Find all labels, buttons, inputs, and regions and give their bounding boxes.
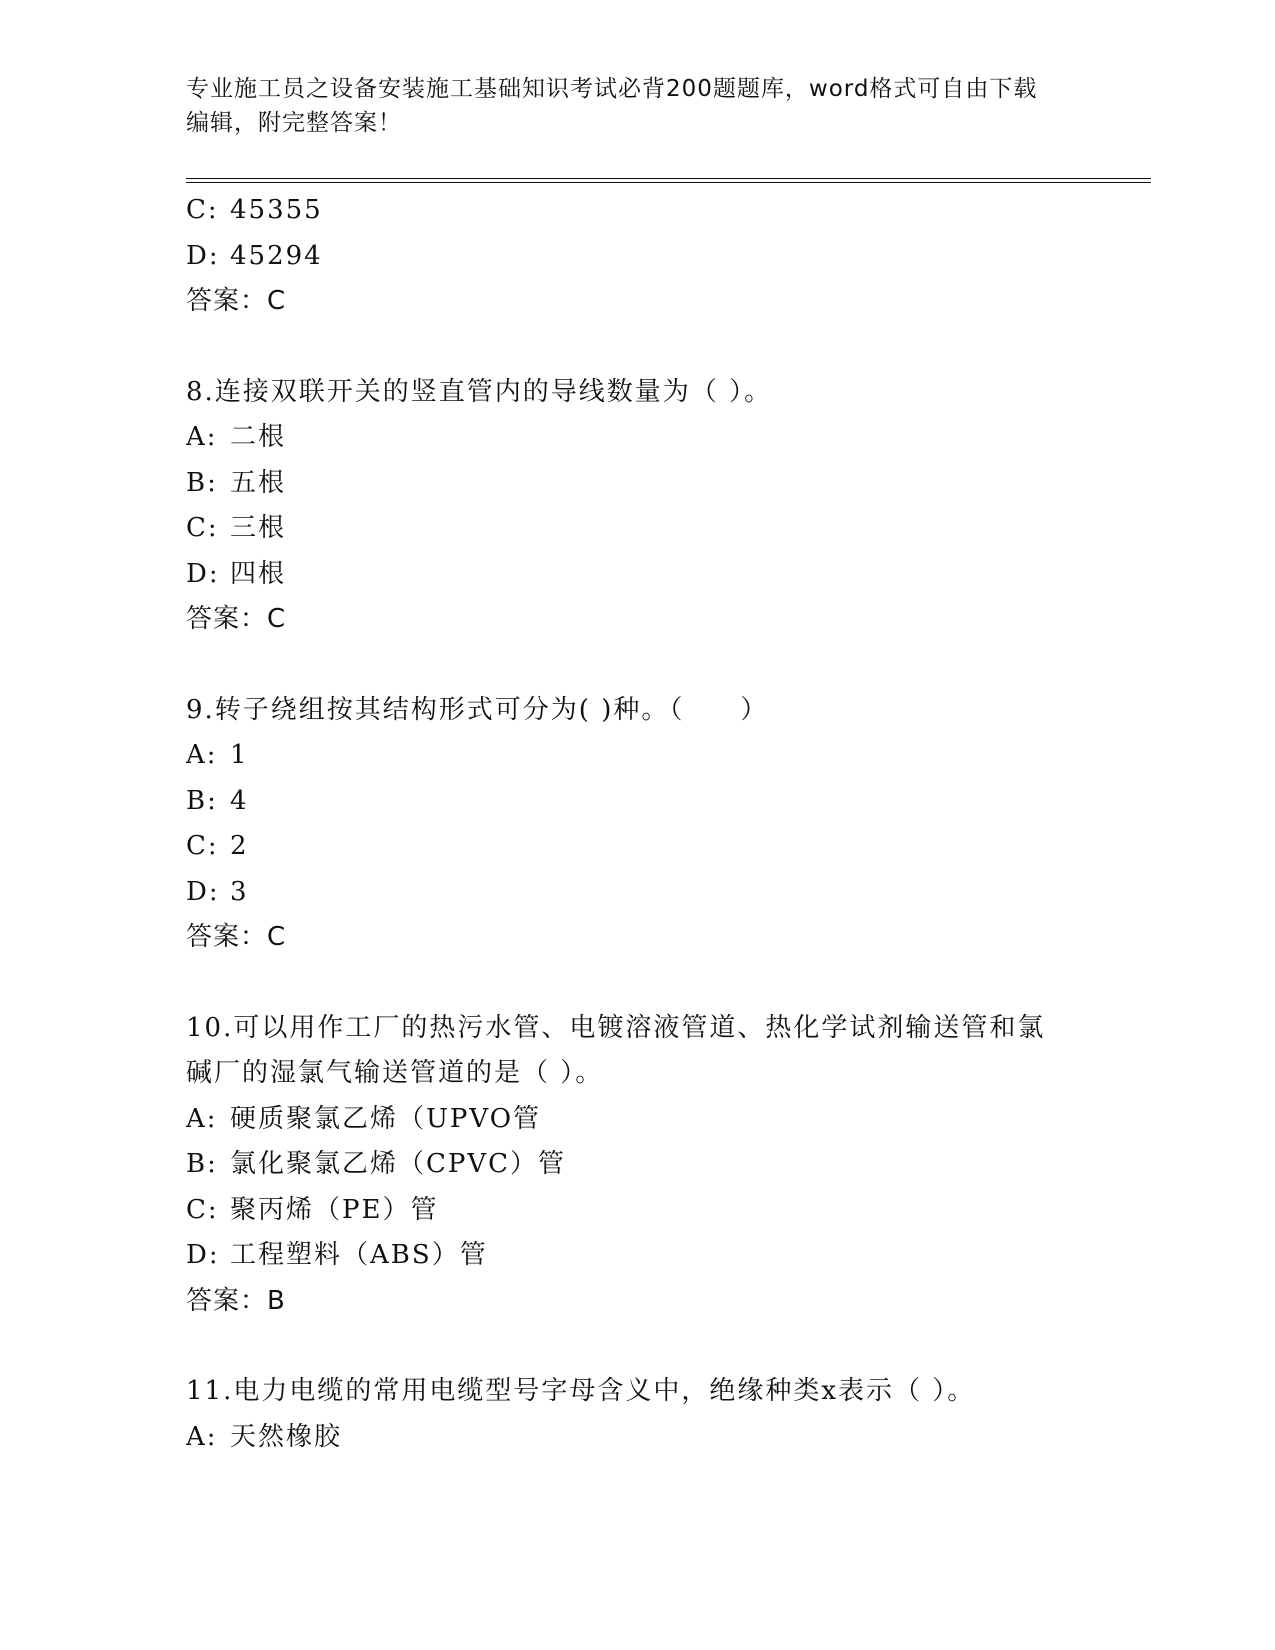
option-text: 工程塑料（ABS）管 <box>230 1240 488 1270</box>
option-label: B: <box>186 1149 218 1179</box>
option-label: A: <box>186 422 218 452</box>
option-label: C: <box>186 831 219 861</box>
option-label: D: <box>186 1240 220 1270</box>
option-text: 三根 <box>230 513 287 543</box>
option-text: 二根 <box>230 422 287 452</box>
option-d <box>186 870 1086 916</box>
question-11 <box>186 1369 1086 1460</box>
option-label: C: <box>186 513 219 543</box>
question-10 <box>186 1006 1086 1325</box>
option-text: 45355 <box>230 195 323 225</box>
option-label: A: <box>186 1103 218 1134</box>
question-8 <box>186 370 1086 643</box>
option-label: D: <box>186 240 220 271</box>
option-text: 4 <box>230 785 249 816</box>
option-c <box>186 1188 1086 1234</box>
option-c <box>186 506 1086 552</box>
option-text: 聚丙烯（PE）管 <box>230 1194 439 1225</box>
question-stem: 9.转子绕组按其结构形式可分为( )种。（ ） <box>186 694 769 725</box>
option-d <box>186 552 1086 598</box>
option-text: 五根 <box>230 467 287 498</box>
answer-line: 答案：C <box>186 604 287 634</box>
option-d <box>186 1233 1086 1279</box>
option-text: 四根 <box>230 558 287 589</box>
option-label: A: <box>186 740 218 770</box>
option-text: 天然橡胶 <box>230 1421 343 1452</box>
option-a <box>186 415 1086 461</box>
option-b <box>186 1142 1086 1188</box>
option-label: B: <box>186 785 218 816</box>
option-label: C: <box>186 195 219 225</box>
header-divider-top <box>186 178 1151 179</box>
answer-line: 答案：B <box>186 1285 286 1316</box>
option-label: B: <box>186 467 218 498</box>
header-title-line-1: 专业施工员之设备安装施工基础知识考试必背200题题库，word格式可自由下载 <box>186 76 1038 102</box>
option-c <box>186 824 1086 870</box>
option-text: 3 <box>230 876 249 907</box>
option-c <box>186 188 1086 234</box>
option-text: 45294 <box>230 240 323 271</box>
option-a <box>186 1415 1086 1461</box>
continued-question <box>186 188 1086 325</box>
option-text: 1 <box>230 740 249 770</box>
question-stem: 10.可以用作工厂的热污水管、电镀溶液管道、热化学试剂输送管和氯 <box>186 1012 1046 1043</box>
option-b <box>186 779 1086 825</box>
option-b <box>186 461 1086 507</box>
option-text: 2 <box>230 831 249 861</box>
question-list <box>186 188 1086 1460</box>
question-stem: 11.电力电缆的常用电缆型号字母含义中，绝缘种类x表示（ ）。 <box>186 1376 976 1406</box>
option-label: C: <box>186 1194 219 1225</box>
header-divider-bottom <box>186 182 1151 183</box>
option-label: A: <box>186 1421 218 1452</box>
option-text: 氯化聚氯乙烯（CPVC）管 <box>230 1149 567 1179</box>
document-header <box>186 72 1106 140</box>
answer-line: 答案：C <box>186 922 287 952</box>
question-9 <box>186 688 1086 961</box>
question-stem-continued: 碱厂的湿氯气输送管道的是（ ）。 <box>186 1058 604 1088</box>
header-title-line-2: 编辑，附完整答案！ <box>186 110 402 136</box>
answer-line: 答案：C <box>186 286 287 316</box>
option-label: D: <box>186 876 220 907</box>
option-a <box>186 733 1086 779</box>
question-stem: 8.连接双联开关的竖直管内的导线数量为（ ）。 <box>186 376 773 407</box>
option-text: 硬质聚氯乙烯（UPVO管 <box>230 1103 542 1134</box>
option-a <box>186 1097 1086 1143</box>
option-d <box>186 234 1086 280</box>
option-label: D: <box>186 558 220 589</box>
